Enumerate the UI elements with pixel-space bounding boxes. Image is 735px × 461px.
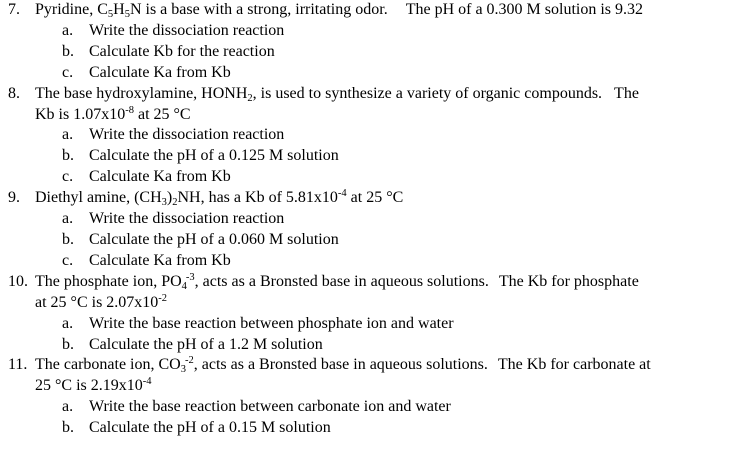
question-7-part-a: a. Write the dissociation reaction xyxy=(62,21,285,39)
question-7-prompt: 7. Pyridine, $C_5H_5N$ is a base with a strong, irritating odor. The pH of a 0.300 M solution is 9.32 xyxy=(8,1,644,20)
question-7 xyxy=(0,0,735,84)
question-number: 8. xyxy=(8,84,20,102)
question-10-part-b: b. Calculate the pH of a 1.2 M solution xyxy=(62,335,323,353)
question-9-prompt: 9. Diethyl amine, $(CH_3)_2NH$, has a Kb of $5.81x10^{-4}$ at 25 °C xyxy=(8,188,404,209)
question-number: 10. xyxy=(8,272,28,290)
question-10-prompt-continued: at 25 °C is $2.07x10^{-2}$ xyxy=(35,292,168,311)
question-8-prompt-continued: Kb is $1.07x10^{-8}$ at 25 °C xyxy=(35,104,191,123)
question-8-part-b: b. Calculate the pH of a 0.125 M solution xyxy=(62,147,339,165)
question-8-part-a: a. Write the dissociation reaction xyxy=(62,126,285,144)
question-11 xyxy=(0,355,735,439)
question-10-part-a: a. Write the base reaction between phosphate ion and water xyxy=(62,314,454,332)
question-8 xyxy=(0,84,735,189)
question-11-prompt-continued: 25 °C is $2.19x10^{-4}$ xyxy=(35,376,152,395)
question-7-part-b: b. Calculate Kb for the reaction xyxy=(62,42,275,60)
question-11-part-b: b. Calculate the pH of a 0.15 M solution xyxy=(62,419,331,437)
question-11-prompt: 11. The carbonate ion, $CO_3^{-2}$, acts as a Bronsted base in aqueous solutions. The Kb for carbonate at xyxy=(8,355,651,376)
question-9-part-c: c. Calculate Ka from Kb xyxy=(62,251,231,269)
question-9-part-b: b. Calculate the pH of a 0.060 M solution xyxy=(62,230,339,248)
question-11-part-a: a. Write the base reaction between carbonate ion and water xyxy=(62,398,451,416)
question-number: 11. xyxy=(8,356,28,374)
question-8-part-c: c. Calculate Ka from Kb xyxy=(62,168,231,186)
question-9-part-a: a. Write the dissociation reaction xyxy=(62,210,285,228)
question-8-prompt: 8. The base hydroxylamine, $HONH_2$, is used to synthesize a variety of organic compounds. The xyxy=(8,84,639,104)
question-9 xyxy=(0,188,735,272)
question-10-prompt: 10. The phosphate ion, $PO_4^{-3}$, acts as a Bronsted base in aqueous solutions. The Kb for phosphate xyxy=(8,271,639,292)
question-number: 9. xyxy=(8,189,20,207)
question-number: 7. xyxy=(8,1,20,18)
question-10 xyxy=(0,272,735,356)
question-7-part-c: c. Calculate Ka from Kb xyxy=(62,63,231,81)
